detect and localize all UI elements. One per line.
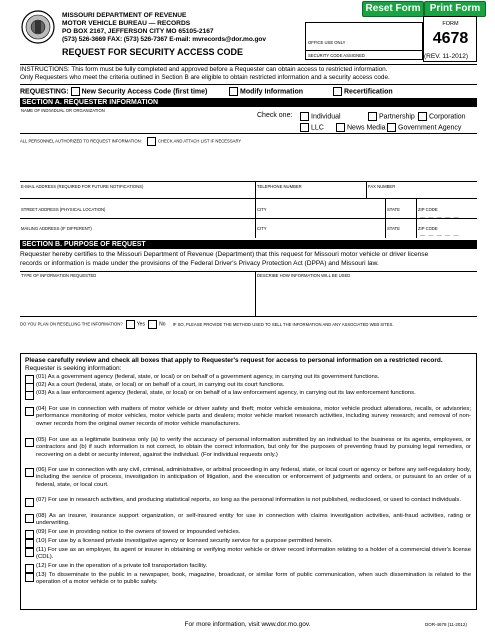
llc-label: LLC <box>311 124 324 132</box>
describe-use-label: DESCRIBE HOW INFORMATION WILL BE USED <box>257 273 351 278</box>
mailing-state-label: STATE <box>387 226 400 231</box>
use-item-07: (07) For use in research activities, and producing statistical reports, so long as the personal information is not published, redisclosed, or used to contact individuals. <box>25 497 471 504</box>
type-info-input[interactable] <box>21 279 253 314</box>
use-item-09: (09) For use in providing notice to the owners of towed or impounded vehicles. <box>25 529 471 536</box>
office-use-label: OFFICE USE ONLY <box>308 40 346 45</box>
attach-list-label: CHECK AND ATTACH LIST IF NECESSARY <box>157 138 242 144</box>
office-use-box <box>305 22 423 60</box>
modify-option <box>229 87 303 96</box>
requesting-row <box>20 87 207 96</box>
certification-line-1: Requester hereby certifies to the Missouri Department of Revenue (Department) that this request for Missouri motor vehicle or driver license <box>20 251 429 258</box>
form-number: 4678 <box>432 30 469 47</box>
recert-option <box>333 87 393 96</box>
recertification-checkbox[interactable] <box>333 87 342 96</box>
phone-label: TELEPHONE NUMBER <box>257 184 302 189</box>
security-code-label: SECURITY CODE ASSIGNED <box>308 53 365 58</box>
government-agency-label: Government Agency <box>398 124 462 132</box>
missouri-seal-logo <box>21 10 55 44</box>
use-13-checkbox[interactable] <box>25 573 34 582</box>
use-item-01: (01) As a government agency (federal, state, or local) or on behalf of a government agency, in carrying out its government functions. <box>25 374 471 381</box>
llc-checkbox[interactable] <box>300 123 309 132</box>
news-media-option <box>336 123 386 132</box>
use-item-12: (12) For use in the operation of a private toll transportation facility. <box>25 563 471 570</box>
use-11-checkbox[interactable] <box>25 548 34 557</box>
instructions-line-2: Only Requesters who meet the criteria outlined in Section B are eligible to obtain restricted information and a security access code. <box>20 74 390 81</box>
government-agency-checkbox[interactable] <box>387 123 396 132</box>
resell-yes-label: Yes <box>136 321 145 328</box>
use-item-10: (10) For use by a licensed private investigative agency or licensed security service for a purpose permitted herein. <box>25 538 471 545</box>
use-item-03: (03) As a law enforcement agency (federal, state, or local) or on behalf of a law enforcement agency, in carrying out its law enforcement functions. <box>25 390 471 397</box>
recertification-label: Recertification <box>344 88 393 96</box>
phone-input[interactable] <box>257 189 364 197</box>
city-label: CITY <box>257 207 267 212</box>
uses-intro-text: Please carefully review and check all boxes that apply to Requester's request for access to personal information on a restricted record. <box>25 357 443 364</box>
partnership-checkbox[interactable] <box>368 112 377 121</box>
uses-intro <box>25 357 472 373</box>
new-code-checkbox[interactable] <box>71 87 80 96</box>
form-title: REQUEST FOR SECURITY ACCESS CODE <box>62 47 244 57</box>
email-label: E-MAIL ADDRESS (REQUIRED FOR FUTURE NOTIFICATIONS) <box>21 184 144 189</box>
use-04-checkbox[interactable] <box>25 407 34 416</box>
uses-intro-sub: Requester is seeking information: <box>25 365 122 372</box>
partnership-option <box>368 112 415 121</box>
use-item-11: (11) For use as an employer, its agent or insurer in obtaining or verifying motor vehicle or driver record information relating to a holder of a commercial driver's license (CDL). <box>25 547 471 562</box>
use-item-04: (04) For use in connection with matters of motor vehicle or driver safety and theft; motor vehicle emissions, motor vehicle product alterations, recalls, or advisories; performance monitoring of motor vehicles, motor vehicle parts and dealers; motor vehicle market research activities, including survey research; and removal of non-owner records from the original owner records of motor vehicle manufacturers. <box>25 406 471 428</box>
zip-label: ZIP CODE <box>418 207 438 212</box>
resell-no-label: No <box>159 321 166 328</box>
requesting-label: REQUESTING: <box>20 88 69 96</box>
personnel-label: ALL PERSONNEL AUTHORIZED TO REQUEST INFORMATION: <box>20 138 142 144</box>
section-a-header: SECTION A. REQUESTER INFORMATION <box>20 98 477 107</box>
form-revision: (REV. 11-2012) <box>424 53 469 60</box>
use-item-13: (13) To disseminate to the public in a newspaper, book, magazine, broadcast, or similar form of public communication, when such dissemination is related to the operation of a motor vehicle or to public safety. <box>25 572 471 587</box>
corporation-option <box>418 112 466 121</box>
fax-input[interactable] <box>368 189 476 197</box>
individual-option <box>300 112 341 121</box>
use-item-08: (08) As an insurer, insurance support organization, or self-insured entity for use in connection with claims investigation activities, anti-fraud activities, rating or underwriting. <box>25 513 471 528</box>
mailing-city-label: CITY <box>257 226 267 231</box>
print-form-button[interactable]: Print Form <box>424 1 486 17</box>
individual-checkbox[interactable] <box>300 112 309 121</box>
partnership-label: Partnership <box>379 113 415 121</box>
corporation-checkbox[interactable] <box>418 112 427 121</box>
footer-form-code: DOR-4678 (11-2012) <box>425 622 467 627</box>
certification-line-2: records or information is made under the provisions of the Federal Driver's Privacy Protection Act (DPPA) and Missouri law. <box>20 260 379 267</box>
email-input[interactable] <box>21 189 253 197</box>
permitted-uses-box <box>20 353 477 610</box>
fax-label: FAX NUMBER <box>368 184 396 189</box>
mailing-label: MAILING ADDRESS (IF DIFFERENT) <box>21 226 92 231</box>
reset-form-button[interactable]: Reset Form <box>362 1 424 17</box>
use-08-checkbox[interactable] <box>25 514 34 523</box>
corporation-label: Corporation <box>429 113 466 121</box>
news-media-label: News Media <box>347 124 386 132</box>
check-one-label: Check one: <box>257 112 293 119</box>
name-label: NAME OF INDIVIDUAL OR ORGANIZATION <box>21 108 105 113</box>
form-label: FORM <box>442 21 459 27</box>
government-agency-option <box>387 123 461 132</box>
news-media-checkbox[interactable] <box>336 123 345 132</box>
use-item-06: (06) For use in connection with any civil, criminal, administrative, or arbitral proceeding in any federal, state, or local court or agency or before any self-regulatory body, including the service of process, investigation in anticipation of litigation, and the execution or enforcement of judgments and orders, or pursuant to an order of a federal, state, or local court. <box>25 467 471 489</box>
modify-info-checkbox[interactable] <box>229 87 238 96</box>
resell-label: DO YOU PLAN ON RESELLING THE INFORMATION? <box>20 321 123 327</box>
instructions-line-1: INSTRUCTIONS: This form must be fully completed and approved before a Requester can obtain access to restricted information. <box>20 66 388 73</box>
individual-label: Individual <box>311 113 341 121</box>
resell-note: IF SO, PLEASE PROVIDE THE METHOD USED TO SELL THE INFORMATION AND ANY ASSOCIATED WEB SITES. <box>172 321 394 327</box>
use-05-checkbox[interactable] <box>25 438 34 447</box>
state-label: STATE <box>387 207 400 212</box>
org-name: MISSOURI DEPARTMENT OF REVENUE <box>62 12 187 19</box>
llc-option <box>300 123 324 132</box>
use-06-checkbox[interactable] <box>25 468 34 477</box>
org-address: PO BOX 2167, JEFFERSON CITY MO 65105-2167 <box>62 28 214 35</box>
name-input[interactable] <box>21 114 251 128</box>
use-03-checkbox[interactable] <box>25 391 34 400</box>
mailing-zip-label: ZIP CODE <box>418 226 438 231</box>
org-division: MOTOR VEHICLE BUREAU — RECORDS <box>62 20 191 27</box>
type-info-label: TYPE OF INFORMATION REQUESTED <box>21 273 97 278</box>
section-b-header: SECTION B. PURPOSE OF REQUEST <box>20 240 477 249</box>
personnel-input[interactable] <box>20 145 477 178</box>
footer-info: For more information, visit www.dor.mo.gov. <box>184 621 311 628</box>
new-code-label: New Security Access Code (first time) <box>81 88 208 96</box>
street-label: STREET ADDRESS (PHYSICAL LOCATION) <box>21 207 106 212</box>
use-07-checkbox[interactable] <box>25 498 34 507</box>
use-item-05: (05) For use as a legitimate business only (a) to verify the accuracy of personal information submitted by an individual to the business or its agents, employees, or contractors and (b) if such information is not correct, to obtain the correct information, but only for the purposes of preventing fraud by pursuing legal remedies, or recovering on a debt or security interest, against the individual. (For individual requests only.) <box>25 437 471 459</box>
resell-method-input[interactable] <box>20 328 477 350</box>
describe-use-input[interactable] <box>257 279 475 314</box>
org-contact: (573) 526-3669 FAX: (573) 526-7367 E-mail: mvrecords@dor.mo.gov <box>62 36 266 43</box>
use-item-02: (02) As a court (federal, state, or local) or on behalf of a court, in carrying out its court functions. <box>25 382 471 389</box>
modify-info-label: Modify Information <box>240 88 303 96</box>
